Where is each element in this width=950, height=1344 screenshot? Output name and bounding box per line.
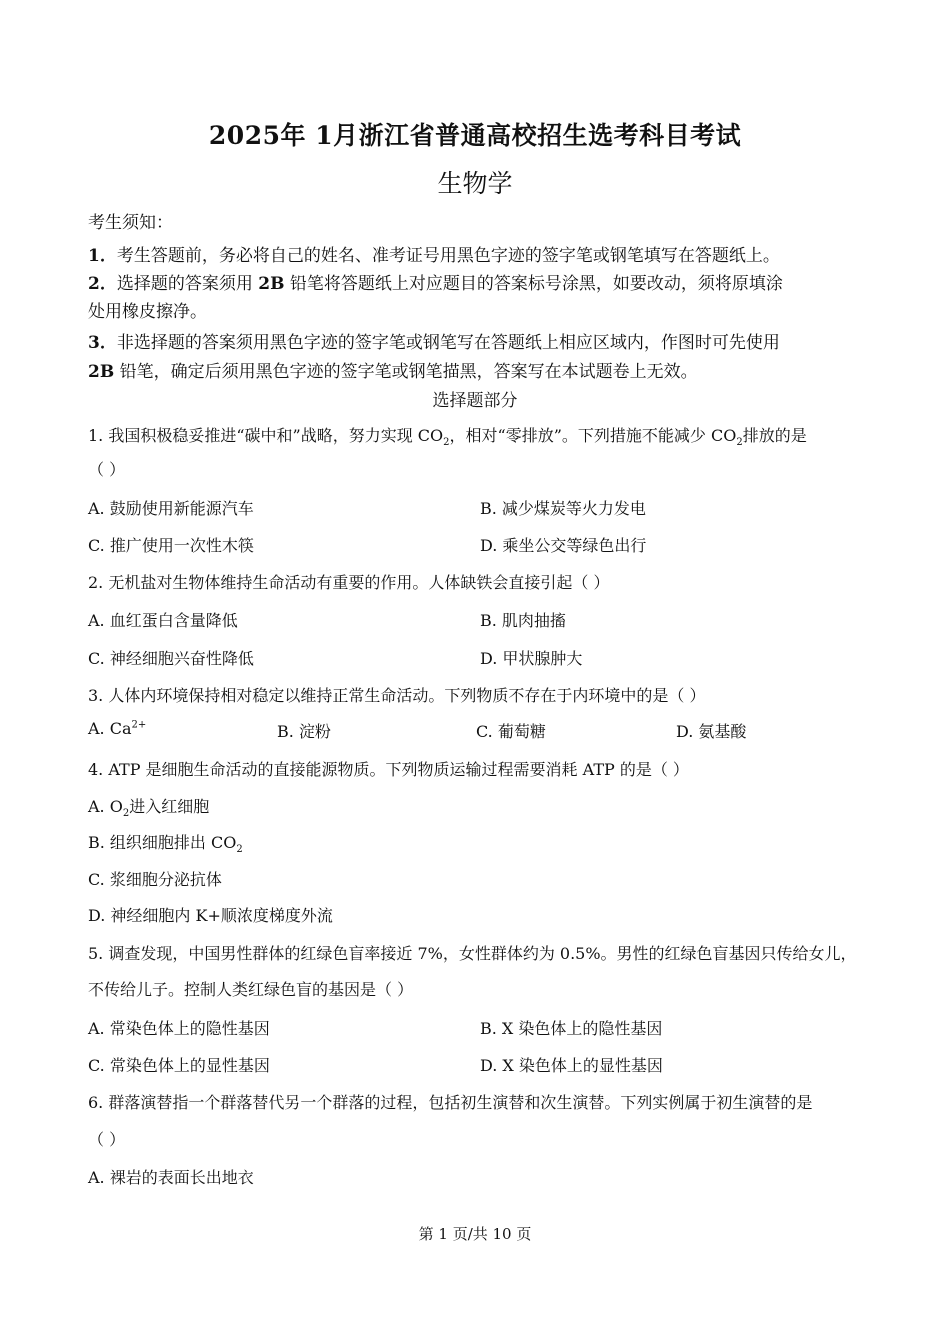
- question-1-paren: （ ）: [88, 460, 126, 479]
- question-2-stem: 2. 无机盐对生物体维持生命活动有重要的作用。人体缺铁会直接引起（ ）: [88, 573, 610, 592]
- q4-option-a: [88, 794, 209, 819]
- notice-item-3-line2-text: 铅笔，确定后须用黑色字迹的签字笔或钢笔描黑，答案写在本试题卷上无效。: [114, 362, 698, 382]
- q1-subscript-1: 2: [443, 437, 450, 449]
- question-6-paren: （ ）: [88, 1130, 126, 1149]
- q1-stem-part-b: ，相对“零排放”。下列措施不能减少 CO: [449, 426, 737, 445]
- notice-item-2-text-c: 铅笔将答题纸上对应题目的答案标号涂黑，如要改动，须将原填涂: [284, 274, 783, 294]
- q4-option-b: [88, 830, 243, 855]
- q1-option-b: B. 减少煤炭等火力发电: [480, 499, 646, 518]
- q1-option-a: A. 鼓励使用新能源汽车: [88, 499, 254, 518]
- notice-item-2-pencil: 2B: [258, 274, 285, 294]
- q2-option-d: D. 甲状腺肿大: [480, 649, 583, 668]
- q4-option-b-subscript: 2: [236, 844, 243, 856]
- q5-option-d: D. X 染色体上的显性基因: [480, 1056, 663, 1075]
- question-1-stem: [88, 423, 807, 448]
- notice-heading: 考生须知：: [88, 213, 173, 233]
- exam-title: 2025年 1月浙江省普通高校招生选考科目考试: [208, 121, 742, 150]
- notice-item-1: [88, 241, 780, 266]
- q5-option-b: B. X 染色体上的隐性基因: [480, 1019, 663, 1038]
- q4-option-b-text: B. 组织细胞排出 CO: [88, 833, 237, 852]
- q1-option-d: D. 乘坐公交等绿色出行: [480, 536, 647, 555]
- q4-option-a-subscript: 2: [122, 808, 130, 820]
- q3-option-d: D. 氨基酸: [676, 722, 747, 741]
- q3-option-a-text: A. Ca: [88, 719, 132, 738]
- question-5-stem-line2: 不传给儿子。控制人类红绿色盲的基因是（ ）: [88, 980, 414, 999]
- q4-option-a-text-b: 进入红细胞: [129, 797, 210, 816]
- q2-option-b: B. 肌肉抽搐: [480, 611, 566, 630]
- question-3-stem: 3. 人体内环境保持相对稳定以维持正常生命活动。下列物质不存在于内环境中的是（ ）: [88, 686, 706, 705]
- q2-option-a: A. 血红蛋白含量降低: [88, 611, 238, 630]
- q3-option-a: [88, 719, 146, 738]
- notice-item-2: [88, 269, 783, 294]
- question-6-stem: 6. 群落演替指一个群落替代另一个群落的过程，包括初生演替和次生演替。下列实例属于初生演替的是: [88, 1093, 813, 1112]
- q5-option-c: C. 常染色体上的显性基因: [88, 1056, 270, 1075]
- notice-item-2-number: 2．: [88, 274, 117, 294]
- q3-option-b: B. 淀粉: [277, 722, 331, 741]
- question-5-stem-line1: 5. 调查发现，中国男性群体的红绿色盲率接近 7%，女性群体约为 0.5%。男性的红绿色盲基因只传给女儿，: [88, 944, 857, 963]
- q1-option-c: C. 推广使用一次性木筷: [88, 536, 254, 555]
- q1-stem-part-c: 排放的是: [742, 426, 807, 445]
- notice-item-3-pencil: 2B: [88, 362, 115, 382]
- q3-option-a-superscript: 2+: [131, 719, 147, 731]
- notice-item-3: [88, 328, 780, 353]
- q3-option-c: C. 葡萄糖: [476, 722, 546, 741]
- notice-item-2-text-a: 选择题的答案须用: [116, 274, 259, 294]
- section-title: 选择题部分: [432, 391, 518, 411]
- notice-item-1-text: 考生答题前，务必将自己的姓名、准考证号用黑色字迹的签字笔或钢笔填写在答题纸上。: [116, 246, 780, 266]
- notice-item-3-line2: [88, 357, 698, 382]
- q6-option-a: A. 裸岩的表面长出地衣: [88, 1168, 254, 1187]
- q4-option-d: D. 神经细胞内 K+顺浓度梯度外流: [88, 906, 333, 925]
- q1-stem-part-a: 1. 我国积极稳妥推进“碳中和”战略，努力实现 CO: [88, 426, 444, 445]
- notice-item-1-number: 1．: [88, 246, 117, 266]
- q2-option-c: C. 神经细胞兴奋性降低: [88, 649, 254, 668]
- q1-subscript-2: 2: [736, 437, 743, 449]
- notice-item-2-line2: 处用橡皮擦净。: [88, 302, 207, 322]
- notice-item-3-number: 3．: [88, 333, 117, 353]
- exam-subject: 生物学: [437, 169, 513, 198]
- q4-option-a-text-a: A. O: [88, 797, 123, 816]
- notice-item-3-text: 非选择题的答案须用黑色字迹的签字笔或钢笔写在答题纸上相应区域内，作图时可先使用: [116, 333, 780, 353]
- question-4-stem: 4. ATP 是细胞生命活动的直接能源物质。下列物质运输过程需要消耗 ATP 的是（ ）: [88, 760, 689, 779]
- q4-option-c: C. 浆细胞分泌抗体: [88, 870, 222, 889]
- q5-option-a: A. 常染色体上的隐性基因: [88, 1019, 270, 1038]
- page-footer: 第 1 页/共 10 页: [418, 1225, 532, 1243]
